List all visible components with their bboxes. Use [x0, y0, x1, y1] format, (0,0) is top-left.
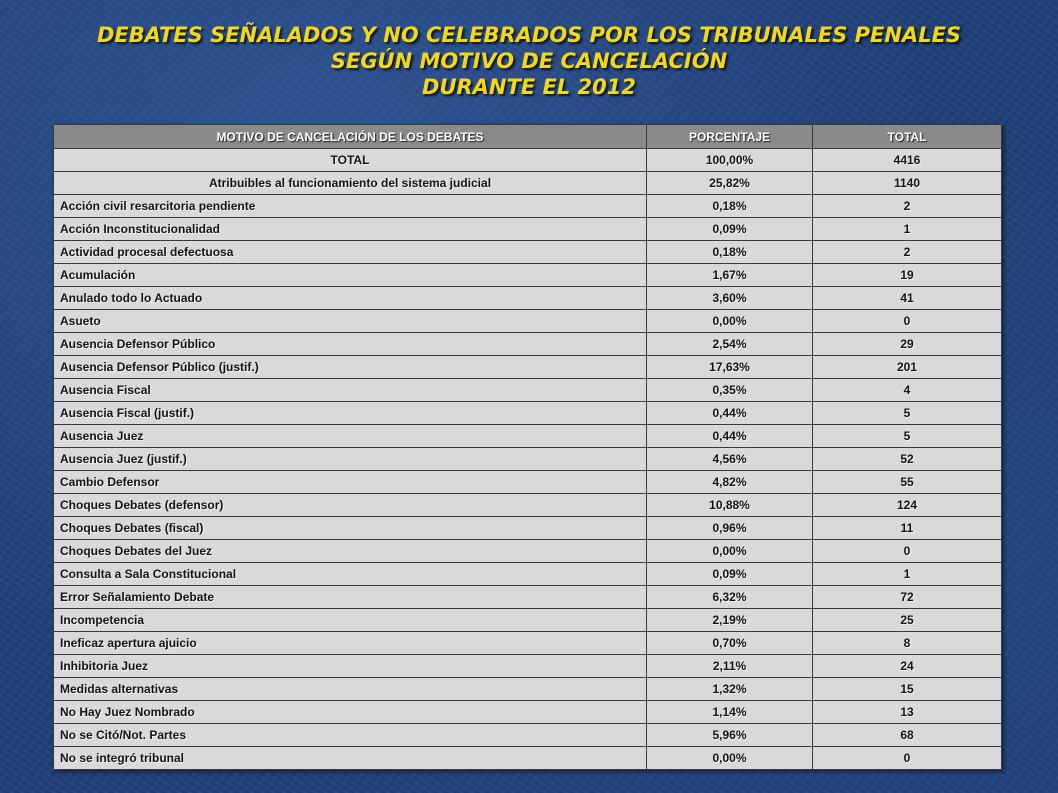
table-row — [54, 724, 1002, 747]
cell-total: 72 — [813, 586, 1002, 609]
table-row — [54, 678, 1002, 701]
cell-motivo: Error Señalamiento Debate — [54, 586, 647, 609]
cell-total: 2 — [813, 195, 1002, 218]
cell-total: 4416 — [813, 149, 1002, 172]
cell-total: 24 — [813, 655, 1002, 678]
cell-porcentaje: 2,54% — [647, 333, 813, 356]
cell-motivo: Anulado todo lo Actuado — [54, 287, 647, 310]
table-row — [54, 287, 1002, 310]
cell-total: 15 — [813, 678, 1002, 701]
cell-porcentaje: 1,14% — [647, 701, 813, 724]
table-row — [54, 448, 1002, 471]
cell-porcentaje: 0,18% — [647, 241, 813, 264]
cell-motivo: Ausencia Defensor Público (justif.) — [54, 356, 647, 379]
cell-total: 201 — [813, 356, 1002, 379]
cell-motivo: Incompetencia — [54, 609, 647, 632]
cell-total: 41 — [813, 287, 1002, 310]
cell-motivo: Inhibitoria Juez — [54, 655, 647, 678]
cell-total: 0 — [813, 310, 1002, 333]
cell-motivo: Consulta a Sala Constitucional — [54, 563, 647, 586]
cell-porcentaje: 100,00% — [647, 149, 813, 172]
table-row — [54, 632, 1002, 655]
table-row — [54, 310, 1002, 333]
cell-porcentaje: 3,60% — [647, 287, 813, 310]
cell-motivo: Cambio Defensor — [54, 471, 647, 494]
cell-motivo: Ausencia Juez — [54, 425, 647, 448]
cancellation-table — [53, 124, 1002, 770]
cell-porcentaje: 17,63% — [647, 356, 813, 379]
cell-motivo: Asueto — [54, 310, 647, 333]
cell-total: 1140 — [813, 172, 1002, 195]
cell-porcentaje: 5,96% — [647, 724, 813, 747]
cell-porcentaje: 0,44% — [647, 425, 813, 448]
cell-total: 1 — [813, 218, 1002, 241]
cell-total: 8 — [813, 632, 1002, 655]
table-row — [54, 701, 1002, 724]
cell-porcentaje: 0,00% — [647, 747, 813, 770]
table-row — [54, 172, 1002, 195]
cell-total: 68 — [813, 724, 1002, 747]
cell-total: 0 — [813, 540, 1002, 563]
cell-porcentaje: 4,56% — [647, 448, 813, 471]
table-row — [54, 379, 1002, 402]
table-row — [54, 494, 1002, 517]
table-row — [54, 655, 1002, 678]
table-row — [54, 356, 1002, 379]
header-total: TOTAL — [813, 125, 1002, 149]
cell-porcentaje: 1,32% — [647, 678, 813, 701]
cell-motivo: Choques Debates (fiscal) — [54, 517, 647, 540]
header-porcentaje: PORCENTAJE — [647, 125, 813, 149]
cell-total: 52 — [813, 448, 1002, 471]
cell-porcentaje: 0,00% — [647, 310, 813, 333]
cell-motivo: Ausencia Juez (justif.) — [54, 448, 647, 471]
title-line-1: DEBATES SEÑALADOS Y NO CELEBRADOS POR LOS TRIBUNALES PENALES — [96, 23, 962, 47]
cell-motivo: Choques Debates (defensor) — [54, 494, 647, 517]
cell-total: 2 — [813, 241, 1002, 264]
cell-total: 4 — [813, 379, 1002, 402]
table-row — [54, 402, 1002, 425]
cell-porcentaje: 0,35% — [647, 379, 813, 402]
cell-motivo: Acción Inconstitucionalidad — [54, 218, 647, 241]
cell-total: 55 — [813, 471, 1002, 494]
cell-total: 0 — [813, 747, 1002, 770]
cell-motivo: No se Citó/Not. Partes — [54, 724, 647, 747]
title-line-2: SEGÚN MOTIVO DE CANCELACIÓN — [330, 49, 728, 73]
table-body — [54, 149, 1002, 770]
cell-total: 13 — [813, 701, 1002, 724]
table-row — [54, 540, 1002, 563]
cell-motivo: Ausencia Fiscal — [54, 379, 647, 402]
cell-porcentaje: 2,11% — [647, 655, 813, 678]
cell-motivo: No Hay Juez Nombrado — [54, 701, 647, 724]
cell-porcentaje: 0,44% — [647, 402, 813, 425]
cell-porcentaje: 0,00% — [647, 540, 813, 563]
cell-total: 5 — [813, 425, 1002, 448]
cell-total: 29 — [813, 333, 1002, 356]
table-row — [54, 425, 1002, 448]
cell-motivo: Acumulación — [54, 264, 647, 287]
cell-motivo: Actividad procesal defectuosa — [54, 241, 647, 264]
cell-porcentaje: 0,09% — [647, 563, 813, 586]
table-row — [54, 333, 1002, 356]
table-row — [54, 609, 1002, 632]
table-row — [54, 563, 1002, 586]
cell-motivo: TOTAL — [54, 149, 647, 172]
cell-total: 19 — [813, 264, 1002, 287]
cell-total: 5 — [813, 402, 1002, 425]
table-row — [54, 517, 1002, 540]
cell-porcentaje: 25,82% — [647, 172, 813, 195]
table-row — [54, 471, 1002, 494]
cell-motivo: Ausencia Fiscal (justif.) — [54, 402, 647, 425]
cell-porcentaje: 2,19% — [647, 609, 813, 632]
table-row — [54, 149, 1002, 172]
cell-total: 11 — [813, 517, 1002, 540]
cell-porcentaje: 4,82% — [647, 471, 813, 494]
cell-porcentaje: 6,32% — [647, 586, 813, 609]
header-motivo: MOTIVO DE CANCELACIÓN DE LOS DEBATES — [54, 125, 647, 149]
cell-porcentaje: 0,18% — [647, 195, 813, 218]
cell-motivo: Ausencia Defensor Público — [54, 333, 647, 356]
table-row — [54, 218, 1002, 241]
cell-motivo: Choques Debates del Juez — [54, 540, 647, 563]
title-line-3: DURANTE EL 2012 — [422, 75, 636, 99]
slide-title — [0, 22, 1058, 100]
cell-total: 124 — [813, 494, 1002, 517]
table-row — [54, 747, 1002, 770]
cell-porcentaje: 10,88% — [647, 494, 813, 517]
cell-porcentaje: 0,70% — [647, 632, 813, 655]
cell-total: 25 — [813, 609, 1002, 632]
cell-motivo: Atribuibles al funcionamiento del sistema judicial — [54, 172, 647, 195]
table-row — [54, 195, 1002, 218]
cell-total: 1 — [813, 563, 1002, 586]
cell-porcentaje: 0,09% — [647, 218, 813, 241]
table-header-row — [54, 125, 1002, 149]
table-row — [54, 241, 1002, 264]
cell-motivo: No se integró tribunal — [54, 747, 647, 770]
cell-motivo: Ineficaz apertura ajuicio — [54, 632, 647, 655]
cell-porcentaje: 0,96% — [647, 517, 813, 540]
table-row — [54, 264, 1002, 287]
cell-motivo: Medidas alternativas — [54, 678, 647, 701]
cell-motivo: Acción civil resarcitoria pendiente — [54, 195, 647, 218]
table-row — [54, 586, 1002, 609]
cell-porcentaje: 1,67% — [647, 264, 813, 287]
